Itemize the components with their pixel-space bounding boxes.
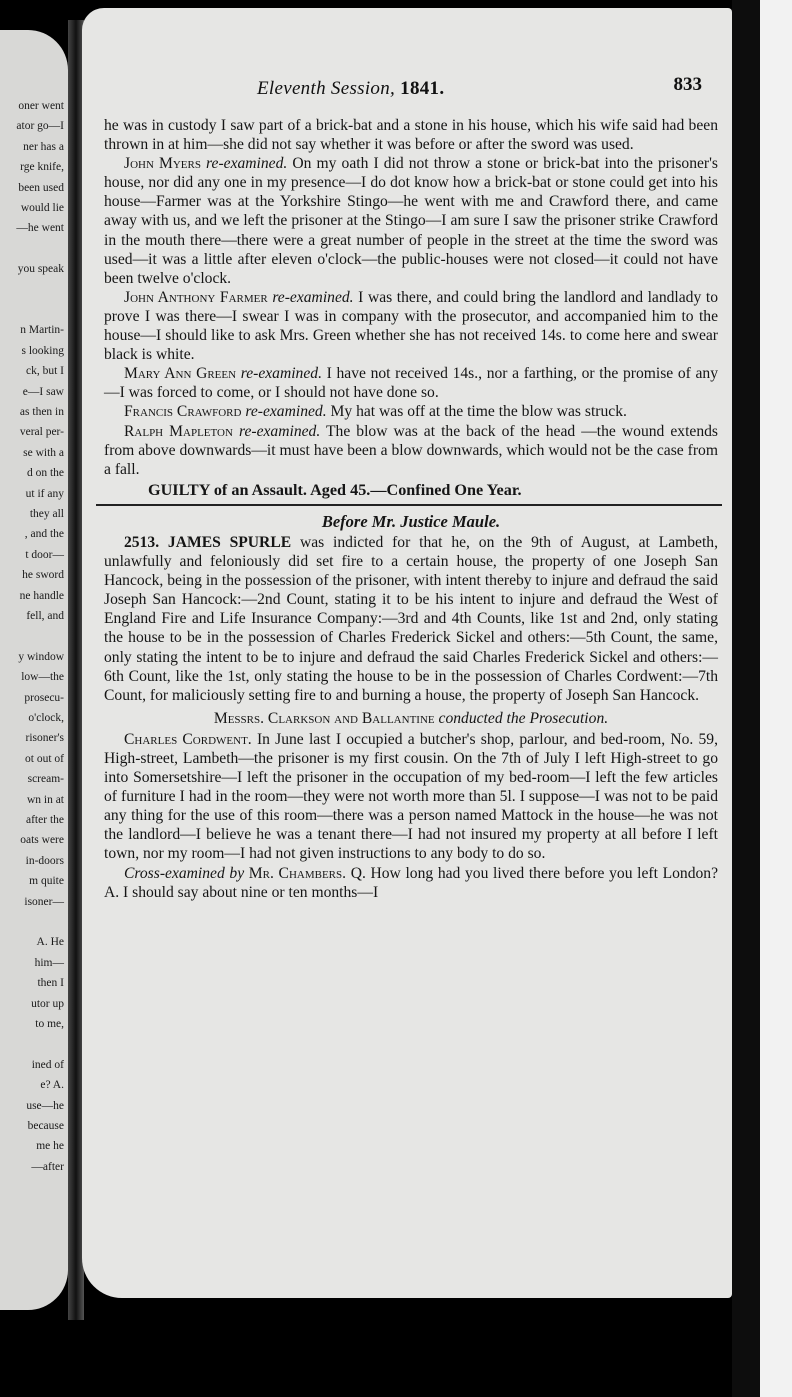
witness-name: Mary Ann Green (124, 365, 237, 383)
witness-role: re-examined. (245, 403, 327, 421)
left-margin-line: se with a (23, 446, 64, 459)
left-margin-line: isoner— (24, 895, 64, 908)
main-page (82, 8, 732, 1298)
witness-name: Ralph Mapleton (124, 422, 233, 440)
left-margin-line: oats were (20, 834, 64, 847)
left-margin-line: been used (18, 181, 64, 194)
left-margin-line: s looking (21, 344, 64, 357)
left-margin-line: after the (26, 814, 64, 826)
left-margin-line: me he (36, 1140, 64, 1153)
left-margin-line: risoner's (25, 732, 64, 745)
case-number-name: 2513. JAMES SPURLE (124, 533, 292, 551)
testimony-text: My hat was off at the time the blow was struck. (330, 403, 627, 421)
cross-examiner: Mr. Chambers. (248, 864, 347, 882)
left-page-fragment (0, 30, 68, 1310)
running-header (257, 78, 444, 100)
left-margin-line: ner has a (23, 140, 64, 153)
testimony-green (104, 364, 718, 402)
testimony-text: On my oath I did not throw a stone or brick-bat into the prisoner's house, nor did any one in my presence—I do dot know how a brick-bat or stone could get into his house—Farmer was at the Yorkshire Stingo—he went with me and Crawford there, and came away with us, and we left the prisoner at the Stingo—I am sure I saw the prisoner strike Crawford in the mouth there—there were a great number of people in the street at the time the sword was used—it was a little after eleven o'clock—the public-houses were not closed—it could not have been twelve o'clock. (104, 155, 718, 287)
page-number: 833 (673, 74, 702, 95)
left-margin-line: o'clock, (28, 712, 64, 724)
left-margin-line: utor up (31, 997, 64, 1010)
left-margin-line: —after (31, 1160, 64, 1173)
left-margin-line: ot out of (25, 752, 64, 765)
counsel-names: Messrs. Clarkson and Ballantine (213, 709, 435, 727)
left-margin-line: fell, and (26, 610, 64, 622)
counsel-text: conducted the Prosecution. (438, 709, 609, 727)
cross-examination (104, 864, 718, 902)
left-margin-line: ator go—I (16, 120, 64, 133)
left-margin-line: y window (18, 650, 64, 663)
testimony-text: In June last I occupied a butcher's shop, parlour, and bed-room, No. 59, High-street, Lambeth—the prisoner is my first cousin. On the 7th of July I left High-street to go into Somersetshire—I left the prisoner in the occupation of my bed-room—I left the few articles of furniture I had in the room—they were not worth more than 5l. I suppose—I was not to be paid any thing for the use of this room—there was a person named Mattock in the house—he was not the landlord—I believe he was a tenant there—I had not insured my property at all before I left town, nor my room—I had not given instructions to any body to do so. (104, 730, 718, 863)
left-margin-line: scream- (27, 773, 64, 786)
left-margin-line: m quite (29, 875, 64, 888)
left-margin-line: because (27, 1120, 64, 1132)
section-divider (96, 504, 722, 506)
testimony-farmer (104, 288, 718, 364)
cross-exam-label: Cross-examined by (124, 864, 245, 882)
left-margin-line: n Martin- (20, 324, 64, 337)
testimony-myers (104, 154, 718, 288)
witness-role: re-examined. (238, 422, 321, 440)
left-margin-line: wn in at (26, 793, 64, 806)
counsel-line (104, 709, 718, 728)
left-margin-line: then I (37, 977, 64, 990)
left-margin-line: him— (34, 956, 64, 969)
opening-paragraph: he was in custody I saw part of a brick-bat and a stone in his house, which his wife said had been thrown in at him—she did not say whether it was before or after the sword was used. (104, 117, 718, 154)
left-margin-line: as then in (19, 406, 64, 418)
left-margin-line: you speak (17, 263, 64, 276)
witness-name: John Myers (124, 155, 201, 173)
witness-role: re-examined. (272, 288, 354, 306)
testimony-text: I was there, and could bring the landlord and landlady to prove I was there—I swear I was in company with the prosecutor, and accompanied him to the house—I should like to ask Mrs. Green whether she has not received 14s. to come here and swear black is white. (104, 288, 718, 364)
witness-name: Charles Cordwent. (124, 730, 252, 748)
left-margin-line: d on the (26, 467, 64, 480)
left-margin-line: to me, (35, 1018, 64, 1030)
left-margin-line: low—the (21, 671, 64, 684)
indictment-paragraph (104, 533, 718, 705)
left-margin-line: rge knife, (20, 161, 64, 174)
testimony-text: I have not received 14s., nor a farthing, or the promise of any—I was forced to come, or I should not have done so. (104, 365, 718, 402)
section-heading: Before Mr. Justice Maule. (321, 511, 501, 531)
witness-role: re-examined. (240, 365, 322, 383)
header-year: 1841. (400, 78, 445, 99)
left-margin-line: they all (29, 508, 64, 520)
testimony-cordwent (104, 730, 718, 864)
left-margin-line: A. He (36, 936, 64, 949)
left-margin-line: ne handle (19, 589, 64, 602)
left-margin-line: e? A. (40, 1079, 64, 1092)
background-strip (760, 0, 792, 1397)
left-margin-line: prosecu- (24, 691, 64, 704)
witness-name: John Anthony Farmer (124, 288, 268, 306)
testimony-crawford (104, 402, 718, 421)
witness-role: re-examined. (206, 155, 288, 173)
left-margin-line: in-doors (25, 854, 64, 867)
witness-name: Francis Crawford (124, 403, 242, 421)
left-margin-line: oner went (18, 100, 64, 112)
left-margin-line: t door— (25, 548, 64, 561)
left-margin-line: would lie (20, 202, 64, 214)
left-margin-line: ck, but I (25, 365, 64, 378)
testimony-mapleton (104, 422, 718, 479)
left-margin-line: ined of (31, 1058, 64, 1071)
cross-exam-text: Q. How long had you lived there before you left London? A. I should say about nine or ten months—I (104, 864, 719, 901)
page-edge-shadow (732, 0, 760, 1397)
left-margin-line: —he went (16, 222, 64, 235)
left-margin-line: e—I saw (22, 385, 64, 398)
left-margin-line: he sword (22, 569, 64, 582)
page-body (104, 116, 718, 902)
left-margin-line: , and the (24, 528, 64, 541)
indictment-text: was indicted for that he, on the 9th of August, at Lambeth, unlawfully and feloniously did set fire to a certain house, the property of one Joseph San Hancock, being in the possession of the prisoner, with intent thereby to injure and defraud the said Joseph San Hancock:—2nd Count, stating it to be his intent to injure and defraud the West of England Fire and Life Insurance Company:—3rd and 4th Counts, like 1st and 2nd, only stating the house to be in the possession of Charles Frederick Sickel and others:—5th Count, the same, only stating the intent to be to injure and defraud the said Charles Frederick Sickel and others:—6th Count, like the 1st, only stating the house to be in the possession of Charles Cordwent:—7th Count, for maliciously setting fire to and burning a house, the property of Joseph San Hancock. (104, 533, 718, 704)
left-margin-line: use—he (26, 1099, 64, 1112)
left-margin-line: ut if any (25, 487, 64, 500)
left-margin-line: veral per- (19, 426, 64, 439)
header-title: Eleventh Session, (257, 78, 396, 99)
verdict: GUILTY of an Assault. Aged 45.—Confined One Year. (148, 480, 522, 499)
testimony-text: The blow was at the back of the head —the wound extends from above downwards—it must have been a blow downwards, which would not be the case from a fall. (104, 422, 718, 478)
